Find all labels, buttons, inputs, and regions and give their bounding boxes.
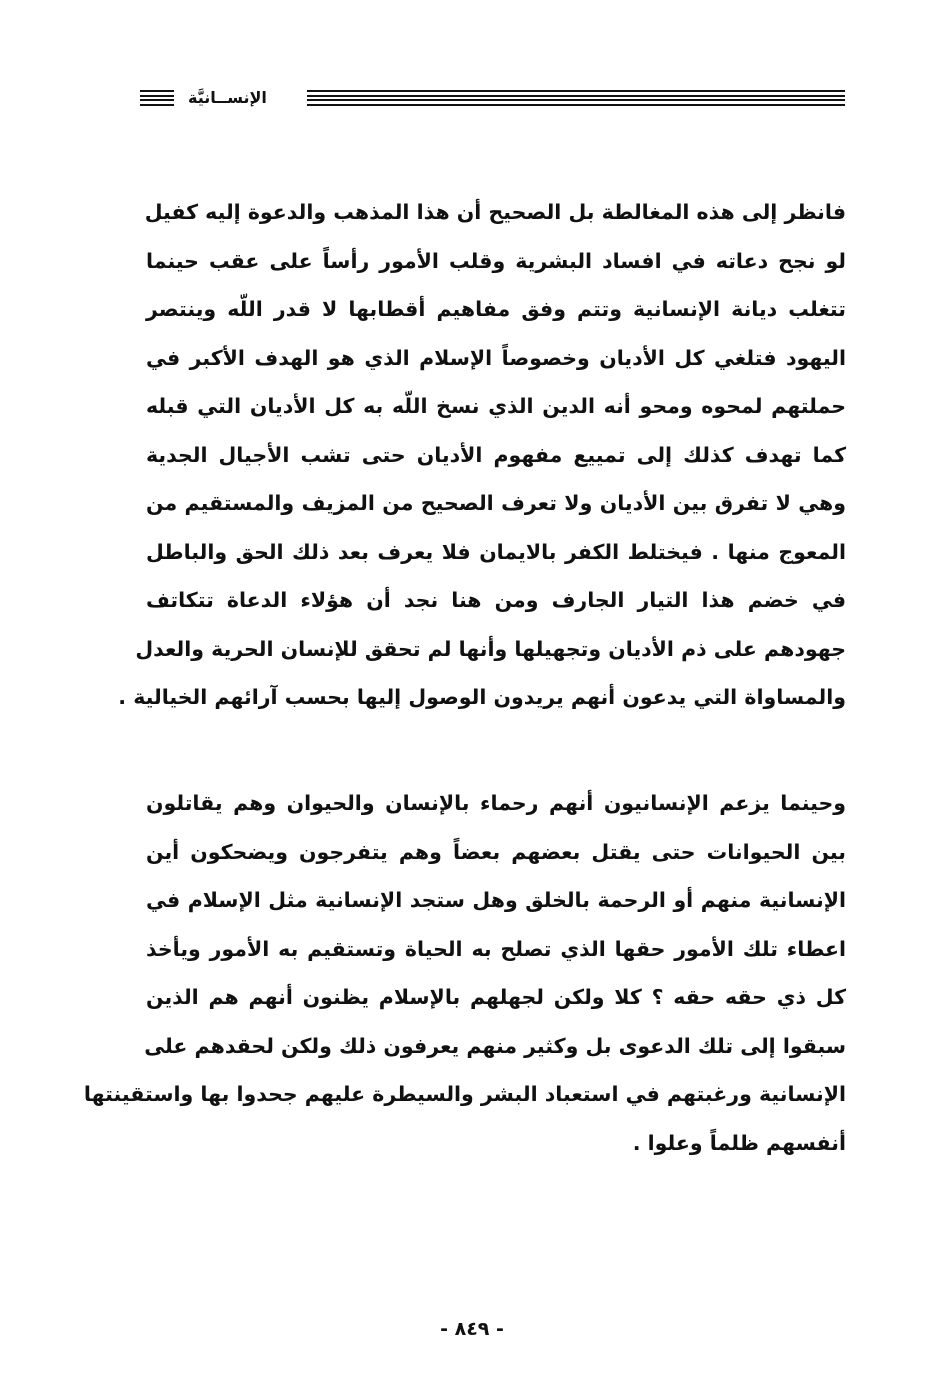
paragraph-1 (118, 188, 846, 722)
header-rule-left (140, 90, 174, 110)
running-header (140, 88, 845, 112)
text-line: حملتهم لمحوه ومحو أنه الدين الذي نسخ اللّه به كل الأديان التي قبله (146, 394, 846, 418)
text-line: الإنسانية منهم أو الرحمة بالخلق وهل ستجد الإنسانية مثل الإسلام في (146, 888, 846, 912)
header-rule-right (307, 90, 845, 110)
text-line: فانظر إلى هذه المغالطة بل الصحيح أن هذا المذهب والدعوة إليه كفيل (144, 200, 846, 224)
text-line: جهودهم على ذم الأديان وتجهيلها وأنها لم تحقق للإنسان الحرية والعدل (135, 636, 846, 661)
text-line: في خضم هذا التيار الجارف ومن هنا نجد أن هؤلاء الدعاة تتكاتف (146, 588, 846, 612)
text-line: وحينما يزعم الإنسانيون أنهم رحماء بالإنسان والحيوان وهم يقاتلون (146, 791, 846, 815)
text-line: اعطاء تلك الأمور حقها الذي تصلح به الحياة وتستقيم به الأمور ويأخذ (146, 936, 846, 961)
header-title: الإنســانيَّة (188, 88, 267, 107)
text-line: وهي لا تفرق بين الأديان ولا تعرف الصحيح من المزيف والمستقيم من (146, 491, 846, 515)
text-line: أنفسهم ظلماً وعلوا . (632, 1130, 846, 1155)
text-line: لو نجح دعاته في افساد البشرية وقلب الأمور رأساً على عقب حينما (146, 248, 846, 273)
text-line: تتغلب ديانة الإنسانية وتتم وفق مفاهيم أقطابها لا قدر اللّه وينتصر (146, 297, 846, 321)
text-line: سبقوا إلى تلك الدعوى بل وكثير منهم يعرفون ذلك ولكن لحقدهم على (144, 1033, 846, 1058)
text-line: كما تهدف كذلك إلى تمييع مفهوم الأديان حتى تشب الأجيال الجدية (146, 442, 846, 467)
text-line: الإنسانية ورغبتهم في استعباد البشر والسيطرة عليهم جحدوا بها واستقينتها (83, 1082, 846, 1106)
text-line: المعوج منها . فيختلط الكفر بالايمان فلا يعرف بعد ذلك الحق والباطل (146, 539, 846, 564)
text-line: بين الحيوانات حتى يقتل بعضهم بعضاً وهم يتفرجون ويضحكون أين (146, 839, 846, 864)
text-line: والمساواة التي يدعون أنهم يريدون الوصول إليها بحسب آرائهم الخيالية . (118, 685, 846, 709)
text-line: كل ذي حقه حقه ؟ كلا ولكن لجهلهم بالإسلام يظنون أنهم هم الذين (146, 985, 846, 1009)
text-line: اليهود فتلغي كل الأديان وخصوصاً الإسلام الذي هو الهدف الأكبر في (146, 345, 846, 370)
paragraph-2 (83, 779, 846, 1167)
page-number: - ٨٤٩ - (440, 1318, 504, 1340)
